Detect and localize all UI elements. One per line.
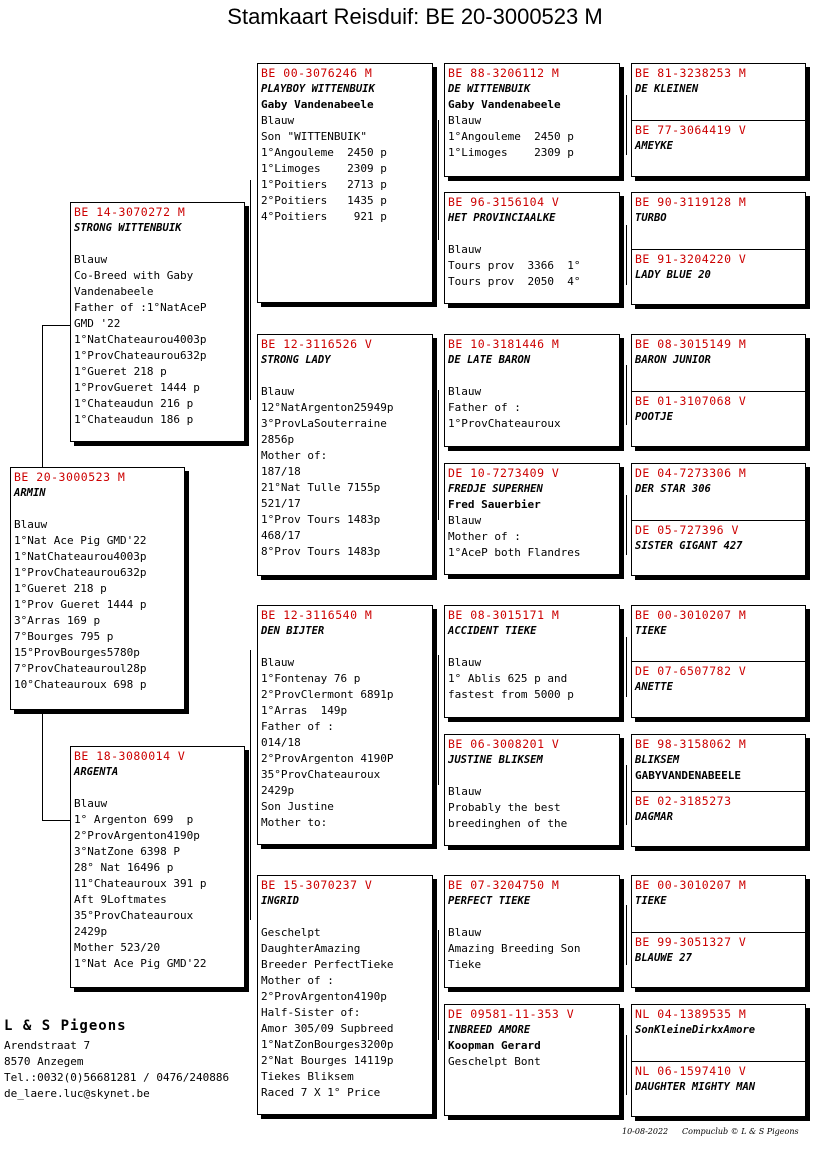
info-line: 1°Nat Ace Pig GMD'22 (14, 534, 147, 547)
pigeon-card-fff[interactable] (444, 63, 620, 177)
pigeon-name: FREDJE SUPERHEN (448, 483, 543, 495)
info-line: 21°Nat Tulle 7155p (261, 481, 381, 494)
info-line: Blauw (74, 797, 108, 810)
info-line: Blauw (448, 785, 482, 798)
pigeon-card-g6[interactable] (631, 391, 806, 447)
pigeon-card-mmm[interactable] (444, 1004, 620, 1116)
pigeon-name: ARMIN (14, 487, 46, 499)
ring-number: BE 88-3206112 M (448, 66, 560, 80)
info-line: Blauw (448, 656, 482, 669)
pigeon-card-g1[interactable] (631, 63, 806, 121)
pigeon-card-fm[interactable] (257, 334, 433, 576)
ring-number: DE 10-7273409 V (448, 466, 560, 480)
ring-number: BE 00-3010207 M (635, 878, 747, 892)
info-line: 2°ProvArgenton4190p (74, 829, 200, 842)
pigeon-card-g10[interactable] (631, 661, 806, 718)
info-line: 1° Argenton 699 p (74, 813, 194, 826)
pigeon-card-subject[interactable] (10, 467, 185, 710)
ring-number: BE 99-3051327 V (635, 935, 747, 949)
info-line: 2°Poitiers 1435 p (261, 194, 387, 207)
pigeon-card-g3[interactable] (631, 192, 806, 250)
pigeon-name: DAUGHTER MIGHTY MAN (635, 1081, 756, 1093)
pigeon-name: DE WITTENBUIK (448, 83, 531, 95)
pigeon-card-g15[interactable] (631, 1004, 806, 1062)
info-line (14, 501, 181, 517)
owner-city: 8570 Anzegem (4, 1055, 84, 1068)
info-line: Raced 7 X 1° Price (261, 1086, 381, 1099)
pigeon-card-g5[interactable] (631, 334, 806, 392)
pigeon-name: HET PROVINCIAALKE (448, 212, 556, 224)
ring-number: BE 96-3156104 V (448, 195, 560, 209)
info-line: Mother of : (448, 530, 521, 543)
info-line: Blauw (448, 926, 482, 939)
info-line: Blauw (14, 518, 48, 531)
info-line: Mother of : (261, 974, 334, 987)
pigeon-card-g7[interactable] (631, 463, 806, 521)
ring-number: NL 06-1597410 V (635, 1064, 747, 1078)
ring-number: NL 04-1389535 M (635, 1007, 747, 1021)
info-line: 35°ProvChateauroux (261, 768, 381, 781)
owner-name: L & S Pigeons (4, 1018, 127, 1034)
info-line: Father of : (261, 720, 334, 733)
pigeon-card-ff[interactable] (257, 63, 433, 303)
info-line: 1° Ablis 625 p and (448, 672, 568, 685)
ring-number: DE 07-6507782 V (635, 664, 747, 678)
info-line: Blauw (261, 114, 295, 127)
pigeon-name: DAGMAR (635, 811, 673, 823)
pigeon-card-mfm[interactable] (444, 734, 620, 846)
pigeon-card-g9[interactable] (631, 605, 806, 662)
info-line: 10°Chateauroux 698 p (14, 678, 147, 691)
ring-number: BE 12-3116540 M (261, 608, 373, 622)
ring-number: BE 08-3015171 M (448, 608, 560, 622)
info-line: Co-Breed with Gaby (74, 269, 194, 282)
info-line (448, 639, 616, 655)
pigeon-name: DE KLEINEN (635, 83, 699, 95)
info-line: 11°Chateauroux 391 p (74, 877, 207, 890)
info-line: 2°ProvArgenton4190p (261, 990, 387, 1003)
info-line: 1°Chateaudun 186 p (74, 413, 194, 426)
info-line: 187/18 (261, 465, 301, 478)
pigeon-name: DEN BIJTER (261, 625, 325, 637)
breeder-name: Gaby Vandenabeele (261, 98, 374, 111)
info-line: 3°Arras 169 p (14, 614, 101, 627)
ring-number: BE 18-3080014 V (74, 749, 186, 763)
info-line: Father of :1°NatAceP (74, 301, 207, 314)
ring-number: BE 12-3116526 V (261, 337, 373, 351)
info-line: Tieke (448, 958, 482, 971)
breeder-name: Fred Sauerbier (448, 498, 541, 511)
info-line: DaughterAmazing (261, 942, 361, 955)
info-line: Tours prov 3366 1° (448, 259, 581, 272)
info-line: 1°NatZonBourges3200p (261, 1038, 394, 1051)
info-line: Breeder PerfectTieke (261, 958, 394, 971)
info-line: 4°Poitiers 921 p (261, 210, 387, 223)
pigeon-card-mm[interactable] (257, 875, 433, 1115)
info-line: breedinghen of the (448, 817, 568, 830)
breeder-name: Koopman Gerard (448, 1039, 541, 1052)
ring-number: BE 02-3185273 (635, 794, 732, 808)
pigeon-name: DE LATE BARON (448, 354, 531, 366)
pigeon-name: PERFECT TIEKE (448, 895, 531, 907)
info-line (74, 236, 241, 252)
pigeon-card-mff[interactable] (444, 605, 620, 718)
pigeon-card-mother[interactable] (70, 746, 245, 988)
pigeon-name: AMEYKE (635, 140, 673, 152)
pigeon-card-ffm[interactable] (444, 192, 620, 304)
info-line: Father of : (448, 401, 521, 414)
ring-number: BE 81-3238253 M (635, 66, 747, 80)
ring-number: BE 15-3070237 V (261, 878, 373, 892)
info-line: 1°Limoges 2309 p (448, 146, 574, 159)
info-line: 2°ProvClermont 6891p (261, 688, 394, 701)
info-line: 15°ProvBourges5780p (14, 646, 140, 659)
info-line: Son "WITTENBUIK" (261, 130, 367, 143)
ring-number: DE 05-727396 V (635, 523, 739, 537)
info-line: 2429p (74, 925, 108, 938)
info-line: Amor 305/09 Supbreed (261, 1022, 394, 1035)
ring-number: DE 09581-11-353 V (448, 1007, 575, 1021)
ring-number: DE 04-7273306 M (635, 466, 747, 480)
pigeon-card-father[interactable] (70, 202, 245, 442)
info-line: Geschelpt Bont (448, 1055, 541, 1068)
pigeon-name: INBREED AMORE (448, 1024, 531, 1036)
info-line: Mother to: (261, 816, 328, 829)
info-line: 1°Angouleme 2450 p (448, 130, 574, 143)
pigeon-card-g8[interactable] (631, 520, 806, 576)
info-line: Blauw (448, 385, 482, 398)
info-line: 2429p (261, 784, 295, 797)
info-line: Mother 523/20 (74, 941, 161, 954)
info-line: Geschelpt (261, 926, 321, 939)
info-line: 1°Gueret 218 p (14, 582, 107, 595)
pigeon-name: STRONG LADY (261, 354, 331, 366)
info-line: 1°NatChateaurou4003p (14, 550, 147, 563)
info-line: 3°NatZone 6398 P (74, 845, 180, 858)
ring-number: BE 00-3076246 M (261, 66, 373, 80)
info-line: Aft 9Loftmates (74, 893, 167, 906)
info-line: 1°Arras 149p (261, 704, 348, 717)
info-line: 8°Prov Tours 1483p (261, 545, 381, 558)
info-line (448, 226, 616, 242)
info-line: Tiekes Bliksem (261, 1070, 354, 1083)
pigeon-name: ANETTE (635, 681, 673, 693)
info-line: 7°ProvChateauroul28p (14, 662, 147, 675)
info-line: Tours prov 2050 4° (448, 275, 581, 288)
info-line: Blauw (448, 114, 482, 127)
info-line: 1°Chateaudun 216 p (74, 397, 194, 410)
info-line: 521/17 (261, 497, 301, 510)
footer-date: 10-08-2022 (622, 1127, 669, 1136)
info-line: Half-Sister of: (261, 1006, 361, 1019)
pigeon-name: BARON JUNIOR (635, 354, 711, 366)
breeder-name: GABYVANDENABEELE (635, 769, 741, 782)
info-line: 1°Limoges 2309 p (261, 162, 387, 175)
info-line: 3°ProvLaSouterraine (261, 417, 387, 430)
info-line: 468/17 (261, 529, 301, 542)
footer-credit: Compuclub © L & S Pigeons (682, 1127, 799, 1136)
info-line: 35°ProvChateauroux (74, 909, 194, 922)
pigeon-name: ACCIDENT TIEKE (448, 625, 537, 637)
info-line: Vandenabeele (74, 285, 154, 298)
ring-number: BE 01-3107068 V (635, 394, 747, 408)
page-title: Stamkaart Reisduif: BE 20-3000523 M (227, 4, 603, 29)
pigeon-name: SISTER GIGANT 427 (635, 540, 743, 552)
pigeon-name: TIEKE (635, 895, 667, 907)
info-line: Son Justine (261, 800, 334, 813)
pigeon-card-fmm[interactable] (444, 463, 620, 575)
info-line: 1°ProvChateaurou632p (74, 349, 207, 362)
pigeon-name: SonKleineDirkxAmore (635, 1024, 756, 1036)
info-line: Blauw (448, 243, 482, 256)
pigeon-card-g16[interactable] (631, 1061, 806, 1117)
pigeon-card-g12[interactable] (631, 791, 806, 847)
info-line: 12°NatArgenton25949p (261, 401, 394, 414)
info-line (261, 909, 429, 925)
info-line: Blauw (448, 514, 482, 527)
info-line: 1°Fontenay 76 p (261, 672, 361, 685)
info-line: 2°Nat Bourges 14119p (261, 1054, 394, 1067)
info-line (448, 368, 616, 384)
info-line (261, 639, 429, 655)
info-line: 1°Angouleme 2450 p (261, 146, 387, 159)
ring-number: BE 98-3158062 M (635, 737, 747, 751)
pigeon-name: JUSTINE BLIKSEM (448, 754, 543, 766)
ring-number: BE 00-3010207 M (635, 608, 747, 622)
info-line: 1°ProvGueret 1444 p (74, 381, 200, 394)
ring-number: BE 91-3204220 V (635, 252, 747, 266)
pigeon-name: TURBO (635, 212, 667, 224)
info-line: 014/18 (261, 736, 301, 749)
pigeon-name: PLAYBOY WITTENBUIK (261, 83, 375, 95)
owner-phone: Tel.:0032(0)56681281 / 0476/240886 (4, 1071, 230, 1084)
ring-number: BE 77-3064419 V (635, 123, 747, 137)
info-line: 1°Poitiers 2713 p (261, 178, 387, 191)
info-line: Blauw (261, 656, 295, 669)
info-line: 1°ProvChateaurou632p (14, 566, 147, 579)
ring-number: BE 07-3204750 M (448, 878, 560, 892)
info-line (74, 780, 241, 796)
info-line: 1°Prov Tours 1483p (261, 513, 381, 526)
info-line: 1°Gueret 218 p (74, 365, 167, 378)
info-line: 1°NatChateaurou4003p (74, 333, 207, 346)
pigeon-name: LADY BLUE 20 (635, 269, 711, 281)
pigeon-card-fmf[interactable] (444, 334, 620, 447)
pigeon-card-g4[interactable] (631, 249, 806, 305)
info-line: GMD '22 (74, 317, 121, 330)
pigeon-name: DER STAR 306 (635, 483, 711, 495)
pigeon-card-g13[interactable] (631, 875, 806, 933)
info-line: Blauw (261, 385, 295, 398)
info-line: Amazing Breeding Son (448, 942, 581, 955)
pigeon-name: ARGENTA (74, 766, 119, 778)
pigeon-card-mf[interactable] (257, 605, 433, 845)
pigeon-card-g2[interactable] (631, 120, 806, 177)
owner-email: de_laere.luc@skynet.be (4, 1087, 150, 1100)
pigeon-name: TIEKE (635, 625, 667, 637)
ring-number: BE 10-3181446 M (448, 337, 560, 351)
info-line: 1°Prov Gueret 1444 p (14, 598, 147, 611)
info-line: 1°AceP both Flandres (448, 546, 581, 559)
pigeon-name: BLAUWE 27 (635, 952, 692, 964)
info-line: fastest from 5000 p (448, 688, 574, 701)
info-line: 2°ProvArgenton 4190P (261, 752, 394, 765)
ring-number: BE 08-3015149 M (635, 337, 747, 351)
info-line (448, 768, 616, 784)
ring-number: BE 20-3000523 M (14, 470, 126, 484)
pigeon-name: INGRID (261, 895, 299, 907)
info-line: Mother of: (261, 449, 328, 462)
pigeon-card-g14[interactable] (631, 932, 806, 988)
owner-info (4, 1018, 229, 1102)
info-line: 7°Bourges 795 p (14, 630, 114, 643)
info-line: Blauw (74, 253, 108, 266)
pigeon-name: STRONG WITTENBUIK (74, 222, 182, 234)
info-line: 1°Nat Ace Pig GMD'22 (74, 957, 207, 970)
info-line (261, 368, 429, 384)
ring-number: BE 06-3008201 V (448, 737, 560, 751)
pigeon-name: BLIKSEM (635, 754, 680, 766)
owner-street: Arendstraat 7 (4, 1039, 91, 1052)
breeder-name: Gaby Vandenabeele (448, 98, 561, 111)
ring-number: BE 14-3070272 M (74, 205, 186, 219)
pigeon-name: POOTJE (635, 411, 673, 423)
pigeon-card-mmf[interactable] (444, 875, 620, 988)
info-line: 2856p (261, 433, 295, 446)
info-line: Probably the best (448, 801, 561, 814)
info-line: 1°ProvChateauroux (448, 417, 561, 430)
info-line (448, 909, 616, 925)
info-line: 28° Nat 16496 p (74, 861, 174, 874)
ring-number: BE 90-3119128 M (635, 195, 747, 209)
pigeon-card-g11[interactable] (631, 734, 806, 792)
